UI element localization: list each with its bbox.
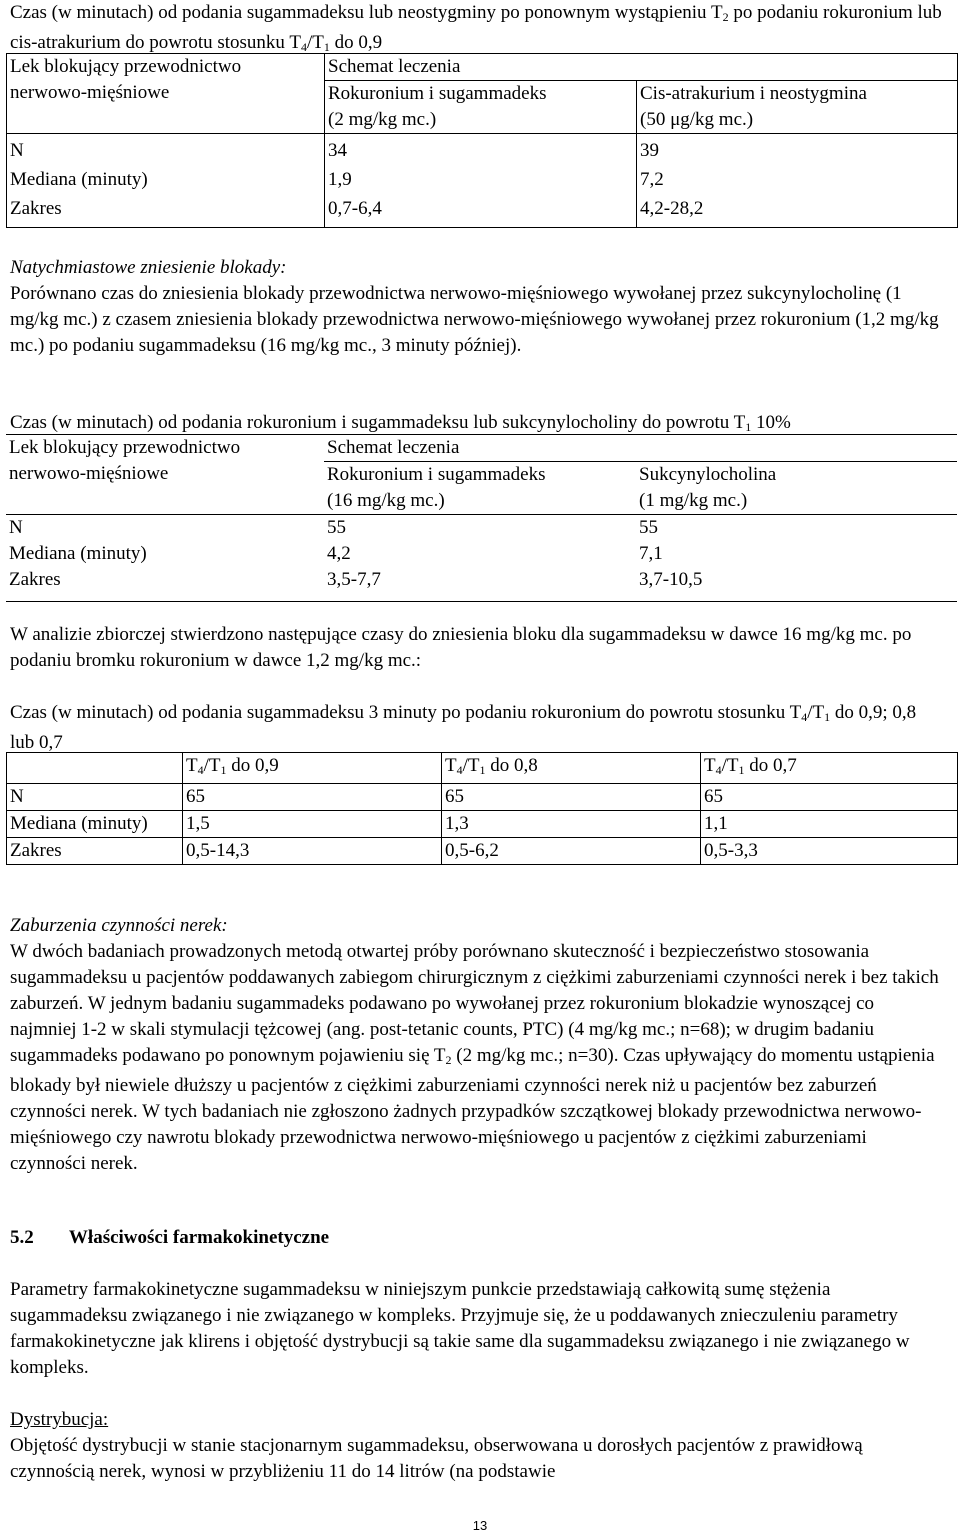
table1-row-label: Zakres [7, 196, 325, 228]
table3-cell: 1,3 [442, 811, 701, 838]
table1-cell: 34 [325, 134, 637, 167]
table3-cell: 0,5-14,3 [183, 838, 442, 865]
table3-cell: 1,5 [183, 811, 442, 838]
table3-header-07: $T_4/T_1$ do 0,7 [701, 753, 958, 784]
section-title: Właściwości farmakokinetyczne [68, 1227, 330, 1248]
renal-title: Zaburzenia czynności nerek: [10, 915, 228, 936]
table3-cell: 1,1 [701, 811, 958, 838]
table1-cell: 7,2 [637, 167, 958, 196]
table2-caption: Czas (w minutach) od podania rokuronium i sugammadeksu lub sukcynylocholiny do powrotu $T_1$ 10% [10, 412, 791, 434]
pooled-analysis-text: W analizie zbiorczej stwierdzono następujące czasy do zniesienia bloku dla sugammadeksu w dawce 16 mg/kg mc. po podaniu bromku rokuronium w dawce 1,2 mg/kg mc.: [10, 624, 912, 671]
table2-drug-header: Lek blokujący przewodnictwo nerwowo-mięśniowe [6, 435, 324, 515]
table1-col2-header: Cis-atrakurium i neostygmina (50 μg/kg mc.) [637, 81, 958, 134]
table2-labels: N Mediana (minuty) Zakres [6, 515, 324, 602]
section-immediate-title: Natychmiastowe zniesienie blokady: [10, 257, 287, 278]
section-5-2-heading [10, 1225, 945, 1251]
table3 [6, 752, 958, 865]
table1 [6, 53, 958, 228]
table1-drug-header: Lek blokujący przewodnictwo nerwowo-mięśniowe [7, 54, 325, 134]
table1-caption: Czas (w minutach) od podania sugammadeksu lub neostygminy po ponownym wystąpieniu $T_2$ po podaniu rokuronium lub cis-atrakurium do powrotu stosunku $T_4/T_1$ do 0,9 [10, 2, 942, 54]
renal-body: W dwóch badaniach prowadzonych metodą otwartej próby porównano skuteczność i bezpieczeństwo stosowania sugammadeksu u pacjentów poddawanych zabiegom chirurgicznym z ciężkimi zaburzeniami czynności nerek i bez takich zaburzeń. W jednym badaniu sugammadeks podawano po wywołanej przez rokuronium blokadzie wynoszącej co najmniej 1-2 w skali stymulacji tężcowej (ang. post-tetanic counts, PTC) (4 mg/kg mc.; n=68); w drugim badaniu sugammadeks podawano po ponownym pojawieniu się $T_2$ (2 mg/kg mc.; n=30). Czas upływający do momentu ustąpienia blokady był niewiele dłuższy u pacjentów z ciężkimi zaburzeniami czynności nerek niż u pacjentów bez zaburzeń czynności nerek. W tych badaniach nie zgłoszono żadnych przypadków szczątkowej blokady przewodnictwa nerwowo-mięśniowego czy nawrotu blokady przewodnictwa nerwowo-mięśniowego u pacjentów z ciężkimi zaburzeniami czynności nerek. [10, 941, 939, 1174]
section-immediate-body: Porównano czas do zniesienia blokady przewodnictwa nerwowo-mięśniowego wywołanej przez sukcynylocholinę (1 mg/kg mc.) z czasem zniesienia blokady przewodnictwa nerwowo-mięśniowego wywołanej przez rokuronium (1,2 mg/kg mc.) po podaniu sugammadeksu (16 mg/kg mc., 3 minuty później). [10, 283, 939, 356]
distribution-title: Dystrybucja: [10, 1409, 109, 1430]
table2-col2-header: Sukcynylocholina (1 mg/kg mc.) [636, 462, 957, 515]
table1-row-label: Mediana (minuty) [7, 167, 325, 196]
section-number: 5.2 [10, 1227, 34, 1248]
table1-row-label: N [7, 134, 325, 167]
section-5-2-body: Parametry farmakokinetyczne sugammadeksu w niniejszym punkcie przedstawiają całkowitą sumę stężenia sugammadeksu związanego i nie związanego w kompleks. Przyjmuje się, że u poddawanych znieczuleniu parametry farmakokinetyczne jak klirens i objętość dystrybucji są takie same dla sugammadeksu związanego i nie związanego w kompleks. [10, 1279, 910, 1378]
table2 [6, 434, 957, 602]
table1-cell: 4,2-28,2 [637, 196, 958, 228]
table3-empty-header [7, 753, 183, 784]
table3-caption: Czas (w minutach) od podania sugammadeksu 3 minuty po podaniu rokuronium do powrotu stosunku $T_4/T_1$ do 0,9; 0,8 lub 0,7 [10, 702, 917, 753]
table3-row-label: N [7, 784, 183, 811]
table1-cell: 1,9 [325, 167, 637, 196]
distribution-body: Objętość dystrybucji w stanie stacjonarnym sugammadeksu, obserwowana u dorosłych pacjentów z prawidłową czynnością nerek, wynosi w przybliżeniu 11 do 14 litrów (na podstawie [10, 1435, 863, 1482]
table3-cell: 65 [183, 784, 442, 811]
page-number: 13 [472, 1518, 488, 1533]
table3-header-09: $T_4/T_1$ do 0,9 [183, 753, 442, 784]
table1-cell: 39 [637, 134, 958, 167]
table3-cell: 0,5-3,3 [701, 838, 958, 865]
table2-scheme-header: Schemat leczenia [324, 435, 957, 462]
table3-cell: 65 [442, 784, 701, 811]
table2-col2-values: 55 7,1 3,7-10,5 [636, 515, 957, 602]
table3-row-label: Mediana (minuty) [7, 811, 183, 838]
table1-cell: 0,7-6,4 [325, 196, 637, 228]
table2-col1-values: 55 4,2 3,5-7,7 [324, 515, 636, 602]
table3-row-label: Zakres [7, 838, 183, 865]
table1-scheme-header: Schemat leczenia [325, 54, 958, 81]
table1-col1-header: Rokuronium i sugammadeks (2 mg/kg mc.) [325, 81, 637, 134]
table2-col1-header: Rokuronium i sugammadeks (16 mg/kg mc.) [324, 462, 636, 515]
table3-header-08: $T_4/T_1$ do 0,8 [442, 753, 701, 784]
table3-cell: 0,5-6,2 [442, 838, 701, 865]
table3-cell: 65 [701, 784, 958, 811]
